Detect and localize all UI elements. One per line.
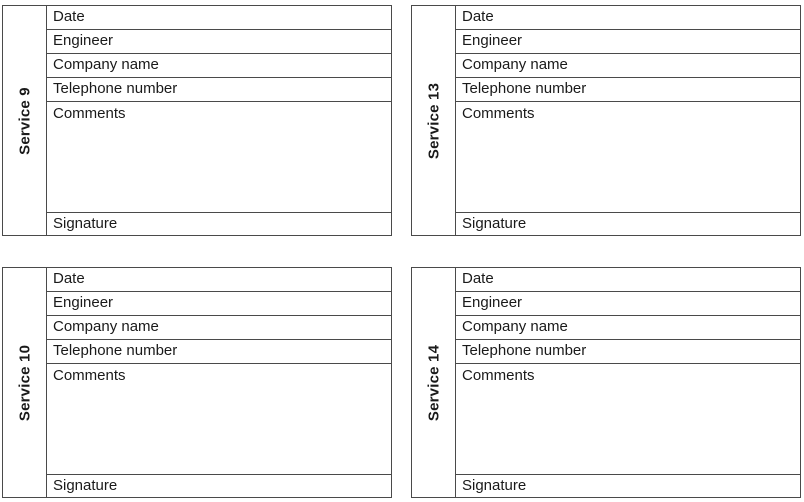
engineer-field[interactable]: Engineer xyxy=(456,292,800,316)
comments-field[interactable]: Comments xyxy=(456,364,800,475)
date-field[interactable]: Date xyxy=(456,268,800,292)
service-card-9 xyxy=(2,5,392,236)
telephone-number-field[interactable]: Telephone number xyxy=(456,78,800,102)
service-side-panel xyxy=(412,6,456,235)
telephone-number-field[interactable]: Telephone number xyxy=(47,340,391,364)
service-card-10 xyxy=(2,267,392,498)
comments-field[interactable]: Comments xyxy=(47,102,391,213)
signature-field[interactable]: Signature xyxy=(462,215,527,233)
service-card-14 xyxy=(411,267,801,498)
date-field[interactable]: Date xyxy=(456,6,800,30)
comments-field[interactable]: Comments xyxy=(456,102,800,213)
engineer-field[interactable]: Engineer xyxy=(456,30,800,54)
service-title: Service 10 xyxy=(16,344,33,421)
company-name-field[interactable]: Company name xyxy=(456,316,800,340)
service-fields xyxy=(47,268,391,497)
date-field[interactable]: Date xyxy=(47,6,391,30)
signature-field[interactable]: Signature xyxy=(462,477,527,495)
company-name-field[interactable]: Company name xyxy=(47,54,391,78)
company-name-field[interactable]: Company name xyxy=(47,316,391,340)
service-side-panel xyxy=(412,268,456,497)
service-title: Service 9 xyxy=(16,86,33,155)
service-title: Service 14 xyxy=(425,344,442,421)
engineer-field[interactable]: Engineer xyxy=(47,292,391,316)
service-side-panel xyxy=(3,6,47,235)
engineer-field[interactable]: Engineer xyxy=(47,30,391,54)
telephone-number-field[interactable]: Telephone number xyxy=(456,340,800,364)
service-fields xyxy=(456,268,800,497)
service-title: Service 13 xyxy=(425,82,442,159)
service-fields xyxy=(456,6,800,235)
service-card-13 xyxy=(411,5,801,236)
date-field[interactable]: Date xyxy=(47,268,391,292)
telephone-number-field[interactable]: Telephone number xyxy=(47,78,391,102)
company-name-field[interactable]: Company name xyxy=(456,54,800,78)
comments-field[interactable]: Comments xyxy=(47,364,391,475)
service-side-panel xyxy=(3,268,47,497)
service-fields xyxy=(47,6,391,235)
signature-field[interactable]: Signature xyxy=(53,215,118,233)
signature-field[interactable]: Signature xyxy=(53,477,118,495)
